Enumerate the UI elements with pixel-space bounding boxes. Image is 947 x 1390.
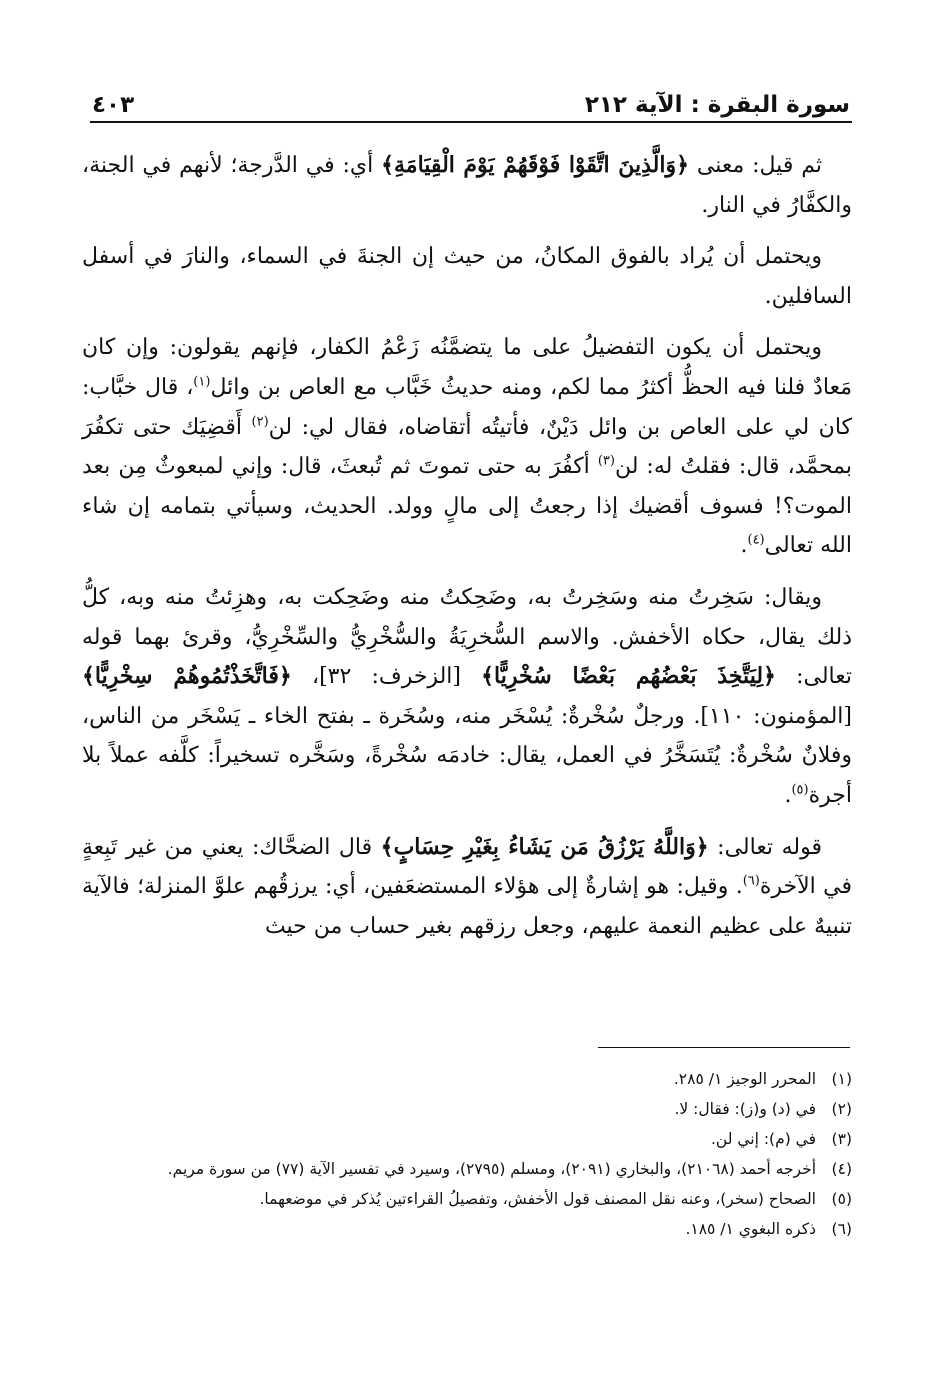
quran-verse: ﴿وَالَّذِينَ اتَّقَوْا فَوْقَهُمْ يَوْمَ الْقِيَامَةِ﴾ — [381, 152, 689, 178]
paragraph-1: ثم قيل: معنى ﴿وَالَّذِينَ اتَّقَوْا فَوْقَهُمْ يَوْمَ الْقِيَامَةِ﴾ أي: في الدَّرجة؛ لأنهم في الجنة، والكفَّارُ في النار. — [82, 152, 852, 218]
footnote-item: (٢) في (د) و(ز): فقال: لا. — [674, 1100, 852, 1118]
header-rule — [90, 121, 852, 123]
footnote-item: (٥) الصحاح (سخر)، وعنه نقل المصنف قول الأخفش، وتفصيلُ القراءتين يُذكر في موضعهما. — [259, 1190, 852, 1208]
paragraph-3: ويحتمل أن يكون التفضيلُ على ما يتضمَّنُه زَعْمُ الكفار، فإنهم يقولون: وإن كان مَعادٌ فلنا فيه الحظُّ أكثرُ مما لكم، ومنه حديثُ خَبَّاب مع العاص بن وائل$^{(١)}$، قال خبَّاب: كان لي على العاص بن وائل دَيْنٌ، فأتيتُه أتقاضاه، فقال لي: لن$^{(٢)}$ أَقضِيَك حتى تكفُرَ بمحمَّد، قال: فقلتُ له: لن$^{(٣)}$ أكفُرَ به حتى تموتَ ثم تُبعثَ، قال: وإني لمبعوثٌ مِن بعد الموت؟! فسوف أقضيك إذا رجعتُ إلى مالٍ وولد. الحديث، وسيأتي بتمامه إن شاء الله تعالى$^{(٤)}$. — [82, 335, 852, 559]
footnotes — [96, 1064, 852, 1244]
footnote-separator — [598, 1047, 850, 1048]
footnote-ref[interactable]: (٢) — [251, 414, 269, 430]
quran-verse: ﴿لِيَتَّخِذَ بَعْضُهُم بَعْضًا سُخْرِيًّا﴾ — [481, 663, 776, 690]
footnote-ref[interactable]: (٥) — [791, 782, 809, 798]
footnote-item: (٤) أخرجه أحمد (٢١٠٦٨)، والبخاري (٢٠٩١)، ومسلم (٢٧٩٥)، وسيرد في تفسير الآية (٧٧) من سورة مريم. — [167, 1160, 852, 1178]
quran-verse: ﴿فَاتَّخَذْتُمُوهُمْ سِخْرِيًّا﴾ — [82, 663, 292, 690]
page-number: ٤٠٣ — [92, 92, 135, 118]
running-title: سورة البقرة : الآية ٢١٢ — [584, 92, 850, 118]
footnote-item: (١) المحرر الوجيز ١/ ٢٨٥. — [673, 1070, 852, 1088]
main-text — [82, 146, 852, 958]
footnote-ref[interactable]: (١) — [193, 374, 211, 390]
paragraph-4: ويقال: سَخِرتُ منه وسَخِرتُ به، وضَحِكتُ منه وضَحِكت به، وهزِئتُ منه وبه، كلُّ ذلك يقال، حكاه الأخفش. والاسم السُّخرِيَةُ والسُّخْرِيُّ والسِّخْرِيُّ، وقرئ بهما قوله تعالى: ﴿لِيَتَّخِذَ بَعْضُهُم بَعْضًا سُخْرِيًّا﴾ [الزخرف: ٣٢]، ﴿فَاتَّخَذْتُمُوهُمْ سِخْرِيًّا﴾ [المؤمنون: ١١٠]. ورجلٌ سُخْرةٌ: يُسْخَر منه، وسُخَرة ـ بفتح الخاء ـ يَسْخَر من الناس، وفلانٌ سُخْرةٌ: يُتَسَخَّرُ في العمل، يقال: خادمَه سُخْرةً، وسَخَّره تسخيراً: كلَّفه عملاً بلا أجرة$^{(٥)}$. — [82, 584, 852, 808]
footnote-ref[interactable]: (٦) — [742, 873, 760, 889]
footnote-item: (٦) ذكره البغوي ١/ ١٨٥. — [685, 1220, 852, 1238]
page-header — [92, 78, 850, 118]
footnote-ref[interactable]: (٤) — [747, 533, 765, 549]
footnote-item: (٣) في (م): إني لن. — [710, 1130, 852, 1148]
quran-verse: ﴿وَاللَّهُ يَرْزُقُ مَن يَشَاءُ بِغَيْرِ حِسَابٍ﴾ — [380, 833, 709, 860]
paragraph-2: ويحتمل أن يُراد بالفوق المكانُ، من حيث إن الجنةَ في السماء، والنارَ في أسفل السافلين. — [82, 244, 852, 309]
footnote-ref[interactable]: (٣) — [597, 453, 615, 469]
paragraph-5: قوله تعالى: ﴿وَاللَّهُ يَرْزُقُ مَن يَشَاءُ بِغَيْرِ حِسَابٍ﴾ قال الضحَّاك: يعني من غير تَبِعةٍ في الآخرة$^{(٦)}$. وقيل: هو إشارةٌ إلى هؤلاء المستضعَفين، أي: يرزقُهم علوَّ المنزلة؛ فالآية تنبيهٌ على عظيم النعمة عليهم، وجعل رزقهم بغير حساب من حيث — [82, 833, 852, 939]
